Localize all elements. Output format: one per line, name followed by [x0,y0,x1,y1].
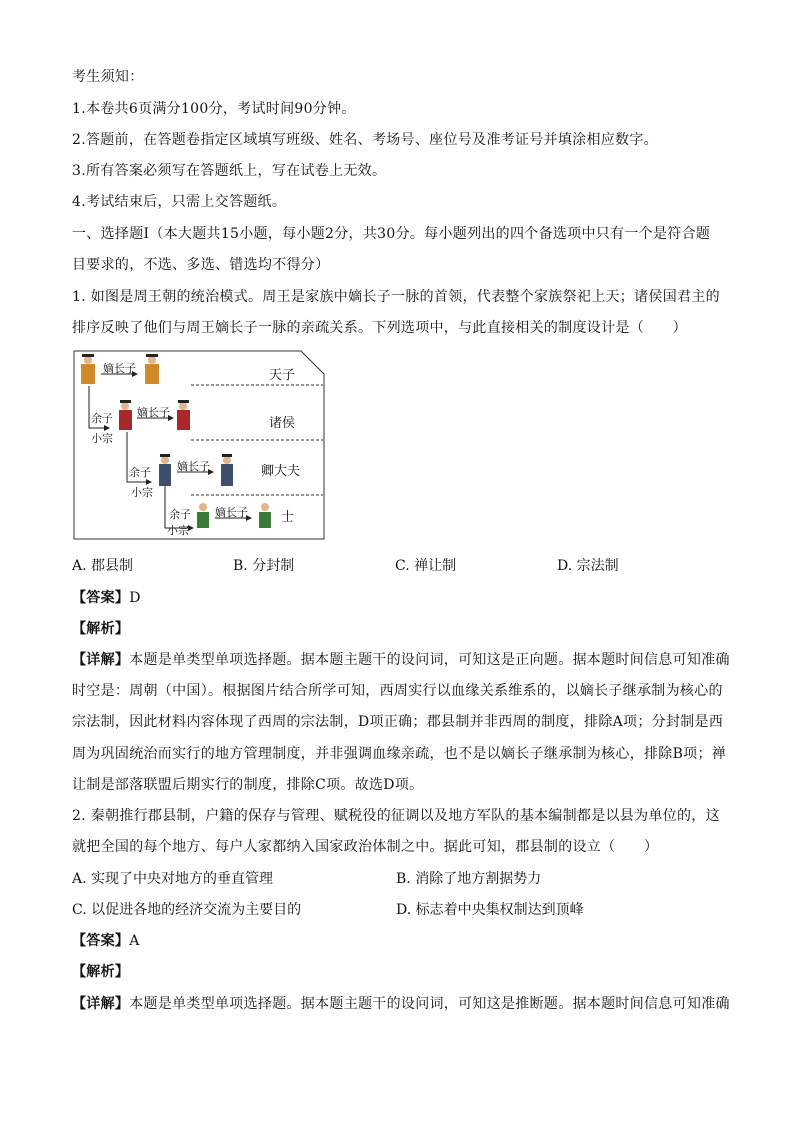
q1-option-d: D. 宗法制 [557,558,619,574]
minor-branch-label: 小宗 [131,486,153,499]
minister-figure [159,454,171,486]
king-heir-figure [145,354,159,384]
q2-option-c: C. 以促进各地的经济交流为主要目的 [72,902,302,918]
q1-detail-line4: 周为巩固统治而实行的地方管理制度，并非强调血缘亲疏，也不是以嫡长子继承制为核心，排除B项；禅 [72,746,727,762]
q1-detail-line3: 宗法制，因此材料内容体现了西周的宗法制，D项正确；郡县制并非西周的制度，排除A项；分封制是西 [72,714,724,730]
q1-detail-line1 [72,651,730,669]
q1-detail-line5: 让制是部落联盟后期实行的制度，排除C项。故选D项。 [72,777,424,793]
eldest-son-label: 嫡长子 [215,506,248,519]
lord-heir-figure [177,400,190,430]
q1-analysis-tag [72,620,129,638]
zhou-hierarchy-diagram [73,350,325,540]
rank-label-shi: 士 [281,510,295,525]
rank-label-tianzi: 天子 [269,368,296,383]
detail-tag: 【详解】 [72,996,130,1012]
q2-stem-line1: 2. 秦朝推行郡县制，户籍的保存与管理、赋税役的征调以及地方军队的基本编制都是以县为单位的，这 [72,808,720,824]
rank-label-zhuhou: 诸侯 [269,416,296,431]
answer-tag: 【答案】 [72,590,130,606]
minor-branch-label: 小宗 [91,432,113,445]
rank-label-qingdafu: 卿大夫 [261,464,301,479]
scholar-figure [197,503,209,528]
q2-answer [72,932,140,950]
minister-heir-figure [221,454,233,486]
q1-stem-line2: 排序反映了他们与周王嫡长子一脉的亲疏关系。下列选项中，与此直接相关的制度设计是（ ） [72,320,687,336]
q2-detail-line1 [72,995,730,1013]
notice-item-4: 4.考试结束后，只需上交答题纸。 [72,194,287,210]
q2-option-a: A. 实现了中央对地方的垂直管理 [72,871,274,887]
q2-option-d: D. 标志着中央集权制达到顶峰 [396,902,584,918]
notice-title: 考生须知： [72,69,144,85]
king-figure [81,354,95,384]
answer-value: A [129,933,140,949]
eldest-son-label: 嫡长子 [137,406,170,419]
section-header-line1: 一、选择题Ⅰ（本大题共15小题，每小题2分，共30分。每小题列出的四个备选项中只有一个是符合题 [72,226,711,242]
eldest-son-label: 嫡长子 [177,460,210,473]
minor-branch-label: 小宗 [167,524,189,537]
detail-tag: 【详解】 [72,652,130,668]
q1-option-a: A. 郡县制 [72,558,134,574]
q1-option-c: C. 禅让制 [395,558,457,574]
detail-text: 本题是单类型单项选择题。据本题主题干的设问词，可知这是正向题。据本题时间信息可知准确 [129,652,730,668]
notice-item-1: 1.本卷共6页满分100分，考试时间90分钟。 [72,101,356,117]
lord-figure [119,400,132,430]
q2-stem-line2: 就把全国的每个地方、每户人家都纳入国家政治体制之中。据此可知，郡县制的设立（ ） [72,839,659,855]
q1-stem-line1: 1. 如图是周王朝的统治模式。周王是家族中嫡长子一脉的首领，代表整个家族祭祀上天；诸侯国君主的 [72,289,720,305]
analysis-tag: 【解析】 [72,621,130,637]
detail-text: 本题是单类型单项选择题。据本题主题干的设问词，可知这是推断题。据本题时间信息可知准确 [129,996,730,1012]
analysis-tag: 【解析】 [72,964,130,980]
younger-son-label: 余子 [129,466,151,479]
answer-tag: 【答案】 [72,933,130,949]
q2-option-b: B. 消除了地方割据势力 [396,871,542,887]
notice-item-2: 2.答题前，在答题卷指定区域填写班级、姓名、考场号、座位号及准考证号并填涂相应数字。 [72,132,658,148]
q1-option-b: B. 分封制 [233,558,295,574]
notice-item-3: 3.所有答案必须写在答题纸上，写在试卷上无效。 [72,163,387,179]
answer-value: D [129,590,141,606]
q1-detail-line2: 时空是：周朝（中国）。根据图片结合所学可知，西周实行以血缘关系维系的，以嫡长子继承制为核心的 [72,683,723,699]
eldest-son-label: 嫡长子 [103,362,136,375]
scholar-heir-figure [259,503,271,528]
q2-analysis-tag [72,963,129,981]
q1-answer [72,589,141,607]
younger-son-label: 余子 [169,508,191,521]
younger-son-label: 余子 [91,412,113,425]
section-header-line2: 目要求的，不选、多选、错选均不得分） [72,257,330,273]
